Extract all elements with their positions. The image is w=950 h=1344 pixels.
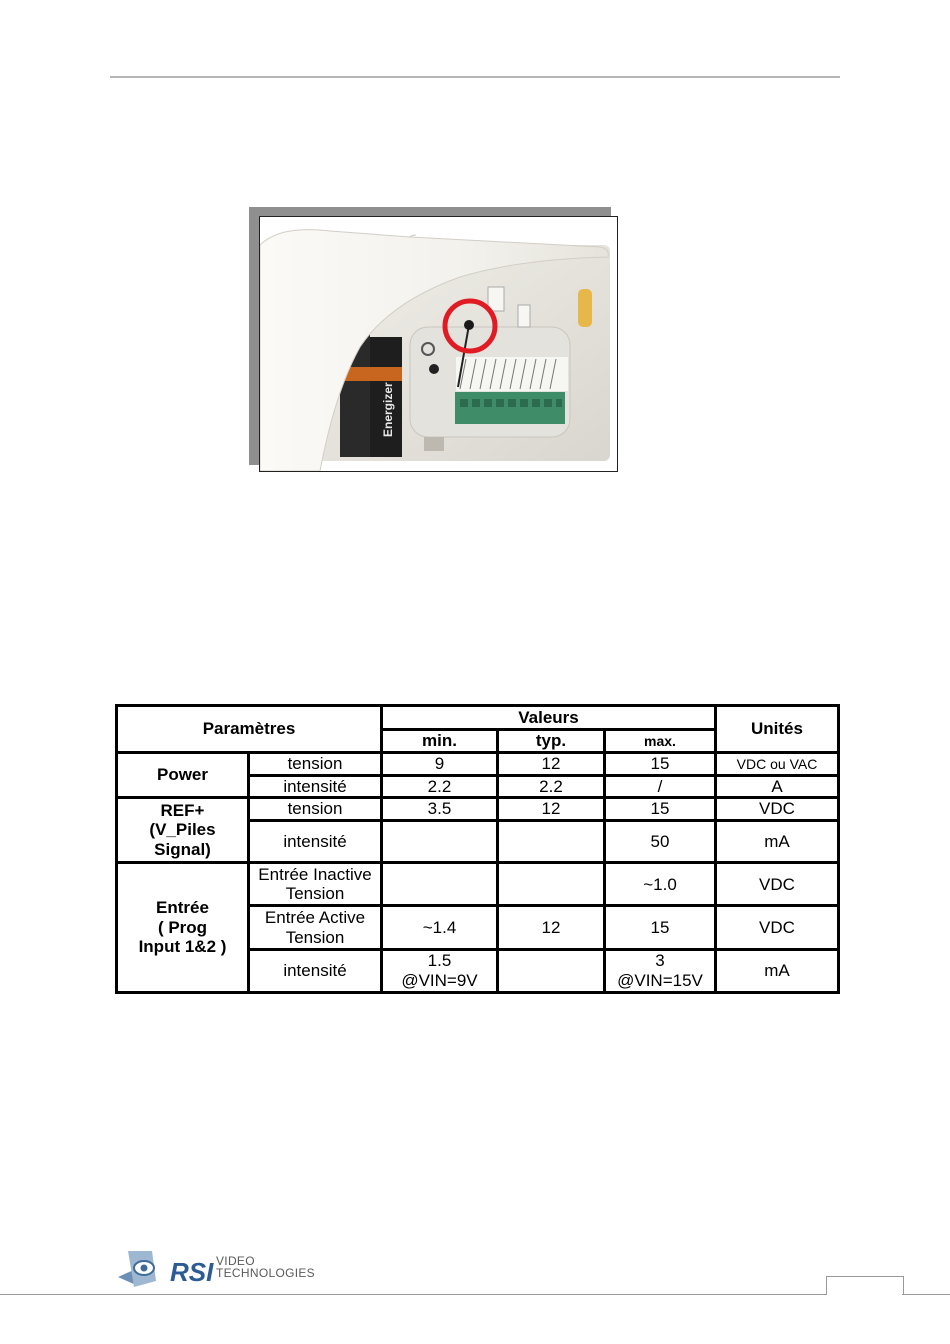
typ-cell <box>498 820 605 862</box>
max-cell: 3 @VIN=15V <box>605 949 716 992</box>
unit-cell: VDC <box>716 798 839 821</box>
group-label-ref: REF+ (V_Piles Signal) <box>117 798 249 863</box>
typ-cell: 12 <box>498 752 605 775</box>
header-unites: Unités <box>716 706 839 753</box>
device-photo <box>259 216 618 472</box>
max-cell: 15 <box>605 752 716 775</box>
unit-cell: mA <box>716 949 839 992</box>
unit-cell: A <box>716 775 839 798</box>
typ-cell: 12 <box>498 906 605 949</box>
max-cell: 15 <box>605 798 716 821</box>
group-label-entree: Entrée ( Prog Input 1&2 ) <box>117 863 249 993</box>
unit-cell: VDC <box>716 863 839 906</box>
typ-cell <box>498 863 605 906</box>
header-rule <box>110 76 840 78</box>
param-cell: Entrée Inactive Tension <box>249 863 382 906</box>
param-cell: intensité <box>249 775 382 798</box>
max-cell: ~1.0 <box>605 863 716 906</box>
logo-technologies-text: TECHNOLOGIES <box>216 1266 315 1280</box>
header-valeurs: Valeurs <box>382 706 716 730</box>
battery-brand: Energizer <box>381 382 395 437</box>
max-cell: 50 <box>605 820 716 862</box>
device-illustration <box>260 217 617 471</box>
unit-cell: VDC ou VAC <box>716 752 839 775</box>
typ-cell: 2.2 <box>498 775 605 798</box>
typ-cell <box>498 949 605 992</box>
min-cell: 2.2 <box>382 775 498 798</box>
header-typ: typ. <box>498 730 605 753</box>
min-cell <box>382 820 498 862</box>
footer-rule <box>0 1294 826 1295</box>
specifications-table <box>115 704 840 994</box>
min-cell: 9 <box>382 752 498 775</box>
table-row <box>117 863 839 906</box>
unit-cell: VDC <box>716 906 839 949</box>
table-row <box>117 798 839 821</box>
param-cell: tension <box>249 752 382 775</box>
group-label-power: Power <box>117 752 249 797</box>
table-row <box>117 752 839 775</box>
min-cell: 3.5 <box>382 798 498 821</box>
logo-text: RSI <box>170 1257 214 1287</box>
param-cell: intensité <box>249 949 382 992</box>
min-cell: 1.5 @VIN=9V <box>382 949 498 992</box>
min-cell <box>382 863 498 906</box>
logo-video-text: VIDEO <box>216 1254 255 1268</box>
typ-cell: 12 <box>498 798 605 821</box>
header-min: min. <box>382 730 498 753</box>
footer-rule-right <box>902 1294 950 1295</box>
page-number-box <box>826 1276 904 1295</box>
unit-cell: mA <box>716 820 839 862</box>
max-cell: / <box>605 775 716 798</box>
param-cell: intensité <box>249 820 382 862</box>
min-cell: ~1.4 <box>382 906 498 949</box>
max-cell: 15 <box>605 906 716 949</box>
param-cell: tension <box>249 798 382 821</box>
header-max: max. <box>605 730 716 753</box>
header-parametres: Paramètres <box>117 706 382 753</box>
param-cell: Entrée Active Tension <box>249 906 382 949</box>
